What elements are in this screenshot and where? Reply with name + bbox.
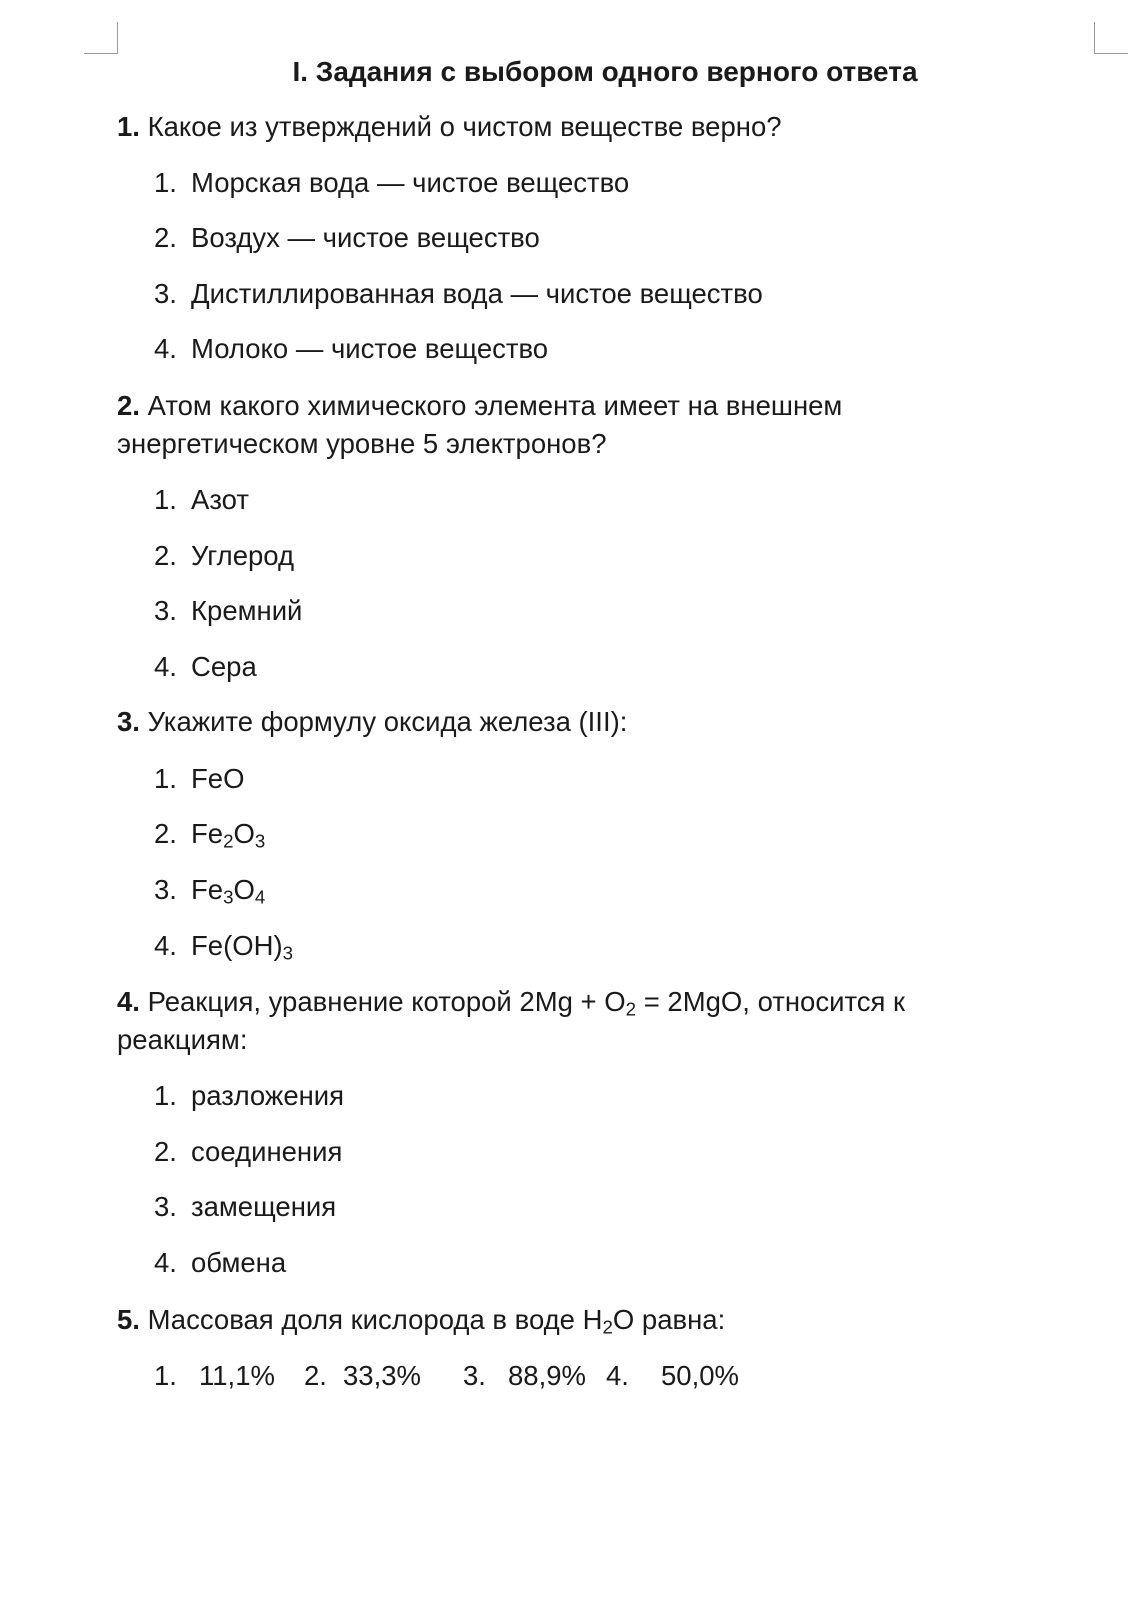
option-number: 1.	[154, 763, 177, 794]
option-number: 4.	[606, 1360, 629, 1391]
option-number: 3.	[154, 278, 177, 309]
option-text: Молоко — чистое вещество	[191, 333, 549, 364]
option-number: 4.	[154, 1247, 177, 1278]
formula-subscript: 3	[223, 886, 234, 908]
question-number: 3.	[117, 706, 140, 737]
option-text: Кремний	[191, 595, 303, 626]
option-number: 2.	[154, 222, 177, 253]
option-number: 1.	[154, 484, 177, 515]
formula	[191, 930, 294, 964]
option-number: 4.	[154, 930, 177, 961]
option-number: 3.	[154, 1191, 177, 1222]
formula-part: O	[233, 818, 255, 849]
option-text: 33,3%	[343, 1360, 421, 1391]
section-title: I. Задания с выбором одного верного ответа	[292, 56, 918, 87]
formula-part: O	[233, 874, 255, 905]
formula	[191, 818, 266, 852]
formula	[191, 874, 266, 908]
option-number: 1.	[154, 1360, 177, 1391]
question-number: 4.	[117, 986, 140, 1017]
q3-option-3	[154, 871, 265, 909]
formula-subscript: 3	[282, 942, 294, 964]
formula-subscript: 2	[223, 830, 234, 852]
option-number: 1.	[154, 1080, 177, 1111]
q4-option-1	[154, 1077, 344, 1115]
option-number: 2.	[154, 1136, 177, 1167]
option-text: Воздух — чистое вещество	[191, 222, 540, 253]
option-text: Сера	[191, 651, 257, 682]
q4-option-4	[154, 1244, 286, 1282]
formula-subscript: 4	[254, 886, 266, 908]
q3-option-1	[154, 760, 244, 798]
option-number: 3.	[154, 874, 177, 905]
q1-option-4	[154, 330, 548, 368]
q1-option-1	[154, 164, 629, 202]
option-text: 50,0%	[661, 1360, 739, 1391]
question-subscript: 2	[625, 998, 637, 1020]
option-text: разложения	[191, 1080, 345, 1111]
question-text: Реакция, уравнение которой 2Mg + O	[139, 986, 626, 1017]
q1-option-3	[154, 275, 763, 313]
formula-part: Fe	[191, 818, 224, 849]
q2-option-1	[154, 481, 249, 519]
option-text: 11,1%	[199, 1360, 275, 1391]
option-text: Азот	[191, 484, 249, 515]
option-text: FeO	[191, 763, 245, 794]
option-text: соединения	[191, 1136, 343, 1167]
q3-option-2	[154, 815, 265, 853]
option-text: 88,9%	[508, 1360, 586, 1391]
page-corner-mark-right	[1094, 22, 1128, 54]
option-number: 4.	[154, 651, 177, 682]
question-subscript: 2	[602, 1316, 613, 1338]
option-number: 2.	[304, 1360, 327, 1391]
question-1	[117, 108, 1017, 146]
formula-part: Fe(OH)	[191, 930, 283, 961]
option-number: 1.	[154, 167, 177, 198]
question-3	[117, 703, 1017, 741]
question-2	[117, 387, 947, 463]
option-text: обмена	[191, 1247, 287, 1278]
question-text: Укажите формулу оксида железа (III):	[139, 706, 628, 737]
q4-option-2	[154, 1133, 342, 1171]
option-number: 3.	[154, 595, 177, 626]
option-number: 4.	[154, 333, 177, 364]
formula-part: Fe	[191, 874, 224, 905]
q2-option-3	[154, 592, 302, 630]
question-text-cont: O равна:	[612, 1304, 726, 1335]
option-number: 2.	[154, 540, 177, 571]
page-corner-mark-left	[84, 22, 118, 54]
question-4	[117, 983, 977, 1059]
option-text: Углерод	[191, 540, 295, 571]
question-number: 5.	[117, 1304, 140, 1335]
q4-option-3	[154, 1188, 336, 1226]
question-text: Массовая доля кислорода в воде H	[139, 1304, 603, 1335]
q1-option-2	[154, 219, 540, 257]
question-text: Атом какого химического элемента имеет на внешнем энергетическом уровне 5 электронов?	[117, 390, 843, 459]
question-number: 2.	[117, 390, 140, 421]
option-text: Морская вода — чистое вещество	[191, 167, 630, 198]
option-text: Дистиллированная вода — чистое вещество	[191, 278, 763, 309]
option-text: замещения	[191, 1191, 337, 1222]
q2-option-4	[154, 648, 257, 686]
formula-subscript: 3	[254, 830, 266, 852]
option-number: 3.	[463, 1360, 486, 1391]
q2-option-2	[154, 537, 294, 575]
question-text: Какое из утверждений о чистом веществе верно?	[139, 111, 782, 142]
question-text-cont: = 2MgO, относится к реакциям:	[117, 986, 906, 1055]
option-number: 2.	[154, 818, 177, 849]
question-number: 1.	[117, 111, 140, 142]
question-5	[117, 1301, 1017, 1339]
q3-option-4	[154, 927, 293, 965]
